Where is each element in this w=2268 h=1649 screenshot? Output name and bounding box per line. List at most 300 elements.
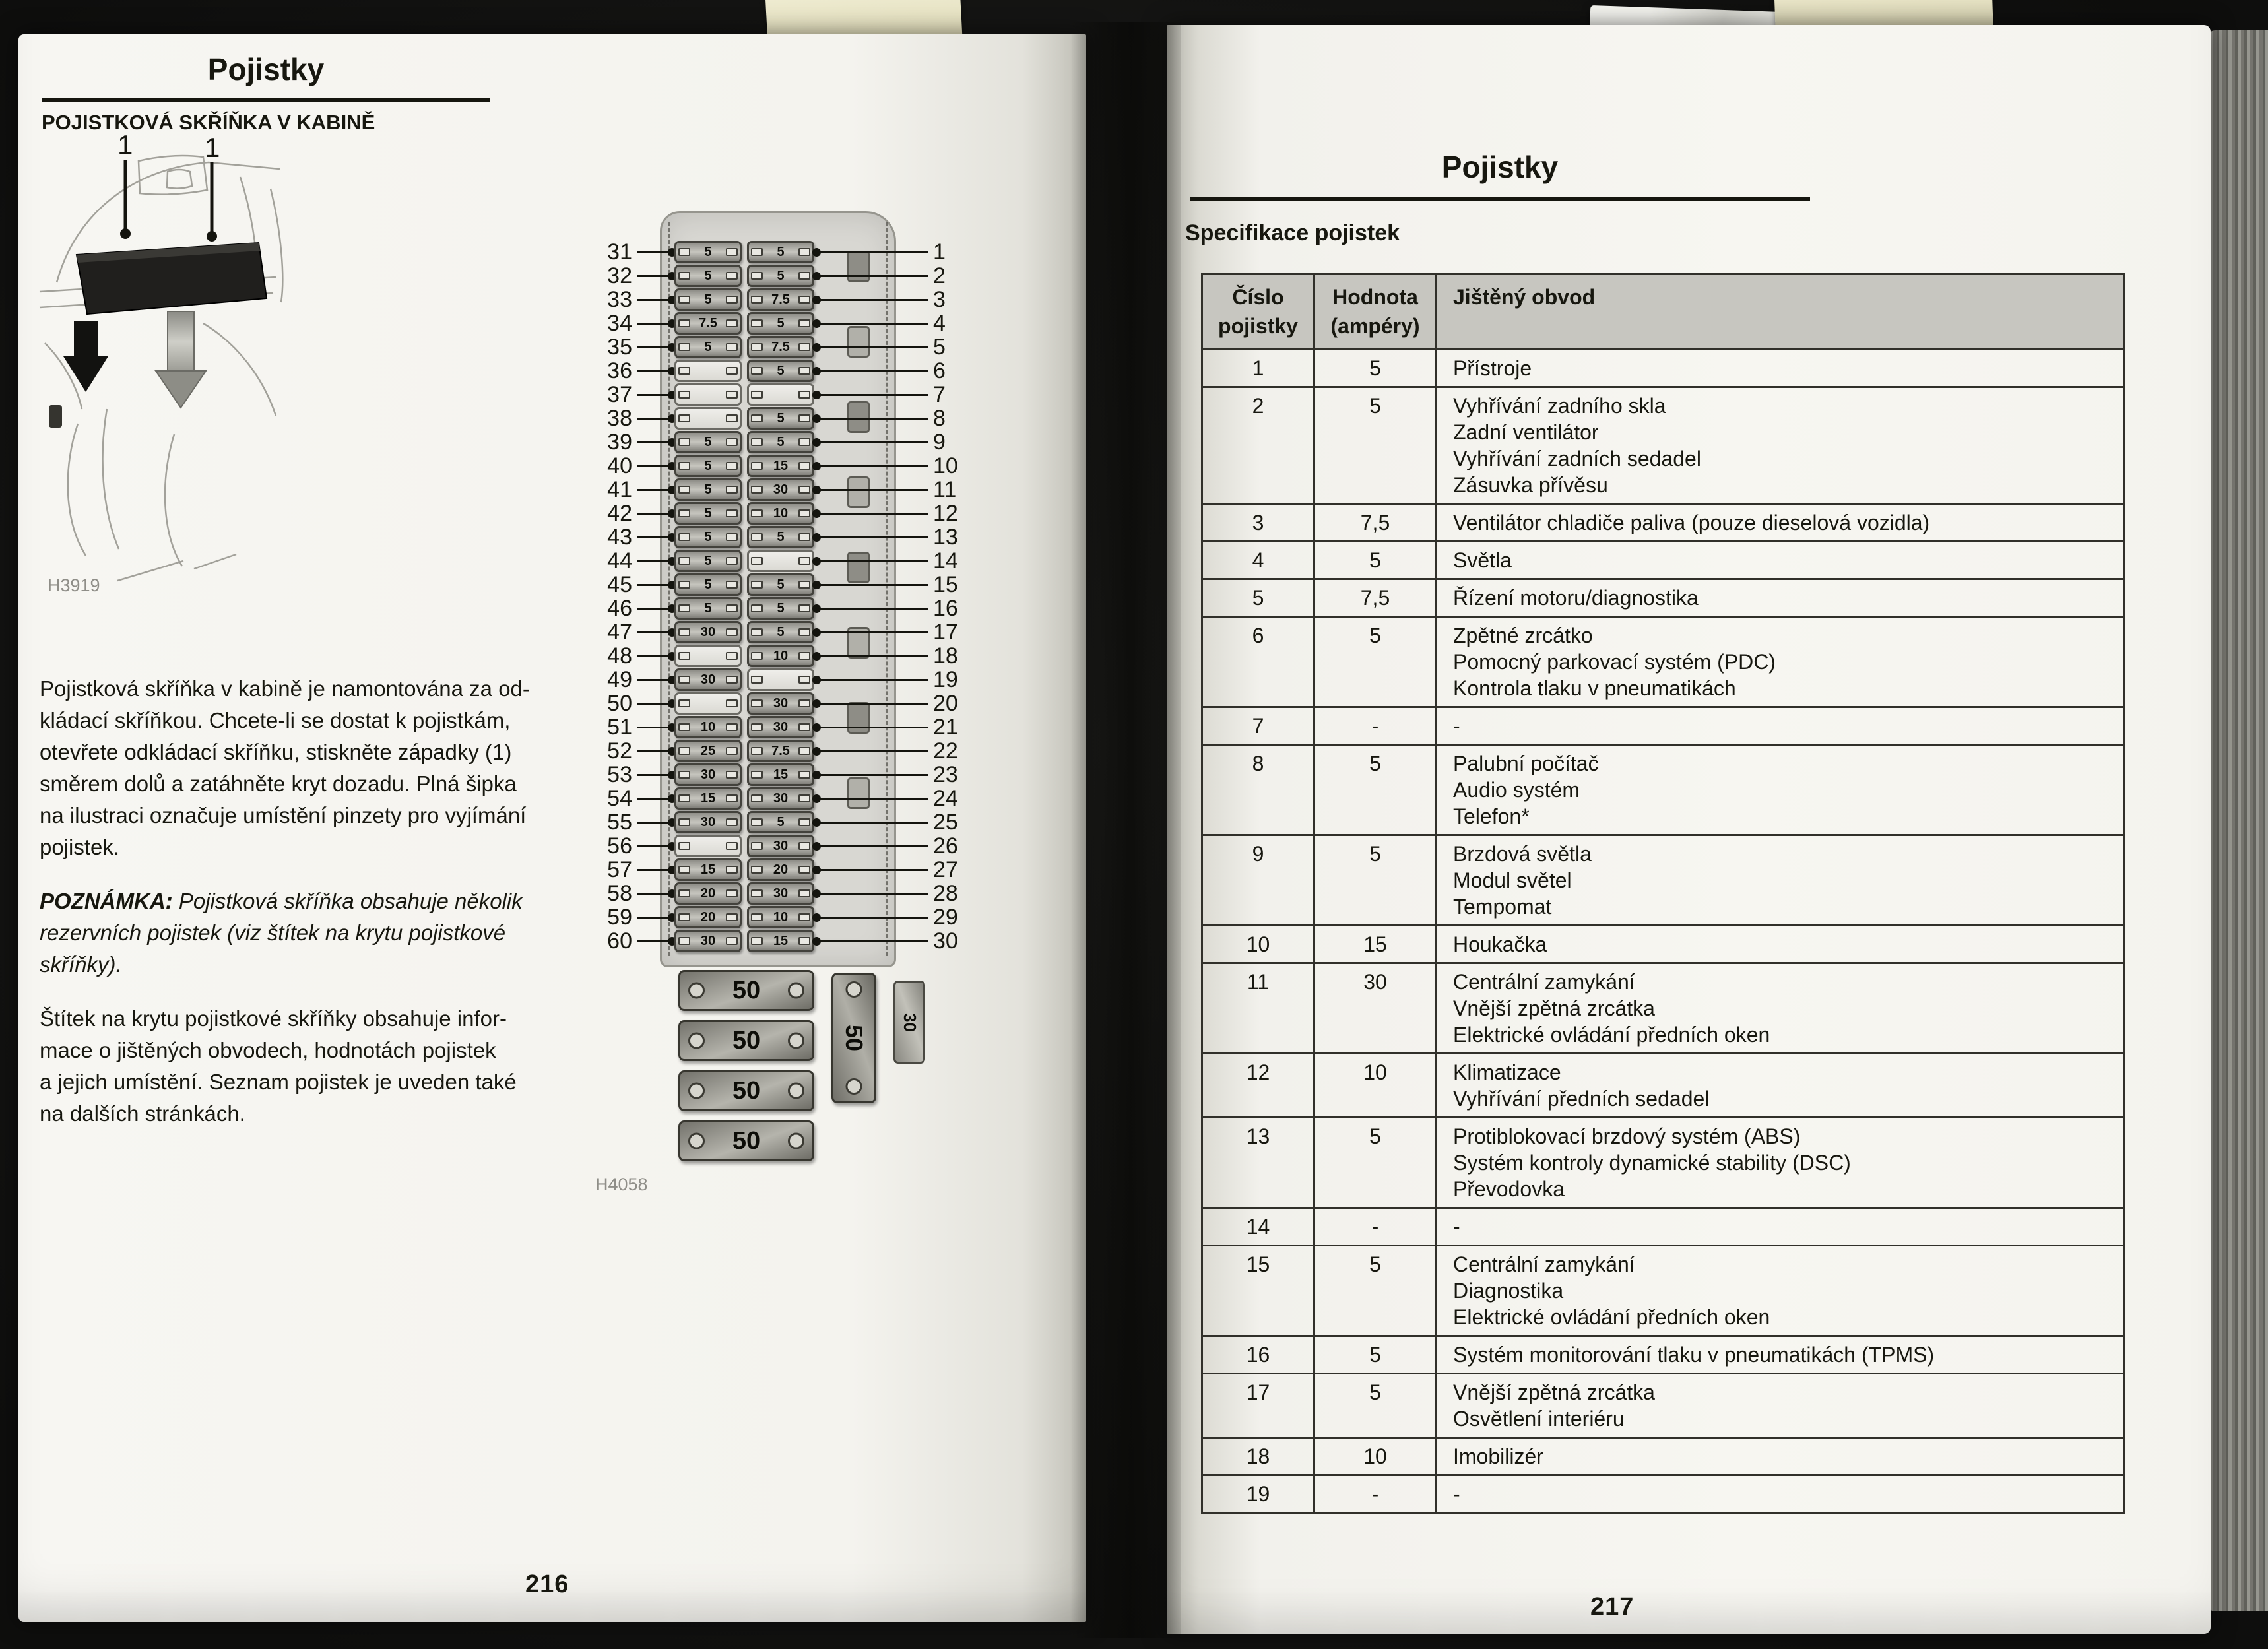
fuse: [674, 787, 742, 810]
circuit-cell: [1437, 926, 2124, 963]
fuse-callout-number: 13: [933, 524, 958, 550]
fuse: [674, 930, 742, 952]
circuit-cell: [1437, 504, 2124, 542]
fuse-callout-number: 32: [607, 263, 632, 288]
fuse: [747, 740, 814, 762]
fuse-callout-number: 42: [607, 500, 632, 526]
fuse-rows: [594, 203, 967, 953]
circuit-line: Systém kontroly dynamické stability (DSC): [1453, 1151, 1851, 1175]
circuit-line: Přístroje: [1453, 356, 1532, 380]
callout-line: [637, 513, 673, 515]
callout-line: [637, 750, 673, 752]
circuit-cell: [1437, 579, 2124, 617]
fuse-value: 30: [773, 482, 789, 497]
fuse: [674, 336, 742, 358]
table-row: [1202, 707, 2124, 745]
strap-arrow-icon: [156, 371, 206, 408]
fuse-row: [594, 620, 967, 644]
fuse-callout-number: 11: [933, 476, 957, 502]
circuit-line: Elektrické ovládání předních oken: [1453, 1305, 1770, 1329]
amperage-cell: 10: [1314, 1438, 1437, 1475]
fuse-row: [594, 549, 967, 573]
paragraph-line: na dalších stránkách.: [40, 1101, 245, 1126]
circuit-line: Zadní ventilátor: [1453, 420, 1599, 444]
maxi-fuse-section: [594, 970, 967, 1161]
fuse-value: 5: [704, 244, 712, 259]
callout-line: [816, 251, 928, 253]
fuse-value: 20: [700, 886, 716, 901]
fuse-value: 15: [773, 458, 789, 473]
callout-line: [637, 917, 673, 919]
circuit-cell: [1437, 707, 2124, 745]
fuse: [674, 763, 742, 786]
circuit-cell: [1437, 1336, 2124, 1374]
maxi-fuse-vertical: [831, 973, 876, 1103]
fuse-number-cell: 15: [1202, 1246, 1314, 1336]
fuse-value: 25: [700, 743, 716, 758]
fuse-callout-number: 49: [607, 666, 632, 692]
fuse-callout-number: 25: [933, 809, 958, 835]
maxi-fuse-value: 50: [732, 1076, 761, 1105]
table-row: [1202, 387, 2124, 504]
fuse-callout-number: 33: [607, 286, 632, 312]
fuse-value: 30: [700, 814, 716, 829]
fuse-row: [594, 478, 967, 501]
fuse-value: 5: [777, 624, 785, 639]
fuse-spec-table: [1201, 273, 2125, 1514]
callout-line: [637, 774, 673, 776]
amperage-cell: 5: [1314, 1374, 1437, 1438]
callout-line: [637, 560, 673, 562]
page-title: Pojistky: [1441, 150, 1559, 184]
circuit-line: Řízení motoru/diagnostika: [1453, 586, 1699, 610]
page-number: 216: [525, 1570, 569, 1598]
amperage-cell: 5: [1314, 835, 1437, 926]
fuse: [747, 645, 814, 667]
fuse-callout-number: 46: [607, 595, 632, 621]
callout-line: [816, 893, 928, 895]
fuse-callout-number: 29: [933, 904, 958, 930]
circuit-cell: [1437, 963, 2124, 1054]
fuse-number-cell: 14: [1202, 1208, 1314, 1246]
header-line: Číslo: [1232, 285, 1284, 309]
fuse: [747, 407, 814, 430]
fuse-empty-slot: [747, 383, 814, 406]
fuse-number-cell: 19: [1202, 1475, 1314, 1513]
fuse-row: [594, 763, 967, 787]
note-line: POZNÁMKA: Pojistková skříňka obsahuje několik: [40, 889, 523, 913]
fuse: [674, 716, 742, 738]
callout-line: [816, 560, 928, 562]
fuse-value: 30: [700, 933, 716, 948]
fuse-value: 5: [704, 529, 712, 544]
latch-detail: [49, 405, 62, 428]
callout-line: [816, 418, 928, 420]
note-line: skříňky).: [40, 952, 122, 977]
note-paragraph: [40, 886, 600, 981]
fuse-callout-number: 1: [933, 239, 946, 265]
fuse-value: 15: [700, 862, 716, 877]
table-row: [1202, 504, 2124, 542]
callout-line: [637, 323, 673, 325]
table-row: [1202, 926, 2124, 963]
fuse-callout-number: 45: [607, 571, 632, 597]
header-line: pojistky: [1218, 314, 1298, 338]
callout-line: [637, 251, 673, 253]
paragraph: [40, 673, 600, 863]
circuit-line: Klimatizace: [1453, 1060, 1561, 1084]
circuit-line: Světla: [1453, 548, 1512, 572]
fuse-row: [594, 905, 967, 929]
fuse-callout-number: 58: [607, 880, 632, 906]
callout-line: [816, 370, 928, 372]
circuit-line: Palubní počítač: [1453, 752, 1599, 775]
amperage-cell: 7,5: [1314, 504, 1437, 542]
fuse-callout-number: 44: [607, 548, 632, 573]
fuse: [747, 288, 814, 311]
fuse-number-cell: 3: [1202, 504, 1314, 542]
fuse-value: 5: [777, 315, 785, 331]
fuse-row: [594, 525, 967, 549]
fuse-value: 10: [773, 648, 789, 663]
glovebox-illustration: [38, 125, 289, 614]
fuse: [747, 241, 814, 263]
callout-line: [637, 727, 673, 728]
fuse: [674, 906, 742, 928]
table-row: [1202, 350, 2124, 387]
fuse: [747, 835, 814, 857]
fuse: [674, 858, 742, 881]
circuit-line: Audio systém: [1453, 778, 1580, 802]
amperage-cell: 5: [1314, 745, 1437, 835]
amperage-cell: 7,5: [1314, 579, 1437, 617]
fuse: [747, 906, 814, 928]
circuit-cell: [1437, 1438, 2124, 1475]
callout-line: [816, 774, 928, 776]
callout-line: [816, 703, 928, 705]
paragraph-line: a jejich umístění. Seznam pojistek je uveden také: [40, 1070, 517, 1094]
fuse-callout-number: 43: [607, 524, 632, 550]
fuse-row: [594, 573, 967, 597]
page-number: 217: [1590, 1593, 1635, 1621]
small-fuse-value: 30: [899, 1012, 920, 1032]
circuit-line: Vyhřívání zadních sedadel: [1453, 447, 1701, 470]
callout-line: [816, 822, 928, 824]
fuse: [747, 336, 814, 358]
callout-line: [816, 631, 928, 633]
callout-line: [637, 893, 673, 895]
callout-line: [637, 631, 673, 633]
callout-line: [637, 703, 673, 705]
fuse-number-cell: 1: [1202, 350, 1314, 387]
fuse-empty-slot: [747, 668, 814, 691]
circuit-cell: [1437, 1208, 2124, 1246]
fuse: [747, 360, 814, 382]
circuit-line: Protiblokovací brzdový systém (ABS): [1453, 1124, 1801, 1148]
amperage-cell: 5: [1314, 542, 1437, 579]
pull-strap: [168, 311, 194, 372]
circuit-cell: [1437, 350, 2124, 387]
callout-line: [637, 536, 673, 538]
fuse-value: 5: [777, 363, 785, 378]
fuse-row: [594, 597, 967, 620]
fuse-value: 5: [704, 339, 712, 354]
down-arrow-icon: [63, 321, 108, 392]
fuse-empty-slot: [674, 383, 742, 406]
callout-line: [637, 275, 673, 277]
fuse-callout-number: 6: [933, 358, 946, 383]
fuse-callout-number: 26: [933, 833, 958, 858]
note-line: rezervních pojistek (viz štítek na krytu pojistkové: [40, 921, 506, 945]
fuse-empty-slot: [674, 645, 742, 667]
fuse: [674, 431, 742, 453]
circuit-cell: [1437, 835, 2124, 926]
small-fuse-vertical: [893, 981, 925, 1064]
fuse-value: 20: [700, 909, 716, 924]
callout-line: [816, 655, 928, 657]
fuse-value: 5: [704, 458, 712, 473]
circuit-line: Diagnostika: [1453, 1279, 1564, 1303]
fuse: [674, 502, 742, 525]
fuse-value: 5: [777, 577, 785, 592]
table-header-row: [1202, 274, 2124, 350]
header-line: Hodnota: [1332, 285, 1418, 309]
fuse-callout-number: 10: [933, 453, 958, 478]
fuse-value: 7.5: [771, 743, 790, 758]
page-edge-stack: [2207, 30, 2268, 1611]
fuse-callout-number: 18: [933, 643, 958, 668]
table-row: [1202, 1246, 2124, 1336]
fuse-value: 5: [704, 553, 712, 568]
paragraph-line: otevřete odkládací skříňku, stiskněte západky (1): [40, 740, 512, 764]
fuse-row: [594, 240, 967, 264]
fuse: [674, 312, 742, 335]
fuse-callout-number: 30: [933, 928, 958, 954]
amperage-cell: 5: [1314, 1118, 1437, 1208]
circuit-line: -: [1453, 1482, 1460, 1506]
fuse-row: [594, 929, 967, 953]
fuse-empty-slot: [674, 407, 742, 430]
fuse-value: 7.5: [771, 339, 790, 354]
fuse: [747, 882, 814, 905]
fuse-callout-number: 23: [933, 761, 958, 787]
page-left: [18, 34, 1086, 1622]
callout-line: [816, 845, 928, 847]
fuse-callout-number: 59: [607, 904, 632, 930]
amperage-cell: -: [1314, 1208, 1437, 1246]
callout-line: [637, 346, 673, 348]
maxi-fuse-value: 50: [732, 976, 761, 1004]
fuse-empty-slot: [674, 835, 742, 857]
table-row: [1202, 1374, 2124, 1438]
circuit-line: Brzdová světla: [1453, 842, 1592, 866]
amperage-cell: -: [1314, 707, 1437, 745]
fuse-callout-number: 60: [607, 928, 632, 954]
fuse: [747, 811, 814, 833]
fuse-value: 30: [773, 886, 789, 901]
paragraph-line: na ilustraci označuje umístění pinzety pro vyjímání: [40, 803, 527, 827]
callout-line: [637, 822, 673, 824]
maxi-fuse-value: 50: [732, 1026, 761, 1054]
maxi-fuse: [678, 1070, 814, 1111]
fuse-callout-number: 35: [607, 334, 632, 360]
fuse-callout-number: 17: [933, 619, 958, 645]
fuse-number-cell: 13: [1202, 1118, 1314, 1208]
circuit-line: Vyhřívání zadního skla: [1453, 394, 1666, 418]
callout-line: [816, 275, 928, 277]
circuit-line: -: [1453, 1215, 1460, 1239]
paragraph-line: mace o jištěných obvodech, hodnotách pojistek: [40, 1038, 496, 1062]
fuse-empty-slot: [674, 692, 742, 715]
callout-line: [816, 798, 928, 800]
maxi-fuse: [678, 970, 814, 1011]
circuit-line: Modul světel: [1453, 868, 1572, 892]
fuse-callout-number: 14: [933, 548, 958, 573]
section-heading: Specifikace pojistek: [1185, 220, 1400, 245]
callout-line: [816, 869, 928, 871]
fuse-number-cell: 10: [1202, 926, 1314, 963]
fuse-value: 5: [704, 268, 712, 283]
paragraph-line: Pojistková skříňka v kabině je namontována za od-: [40, 676, 530, 701]
fuse-callout-number: 16: [933, 595, 958, 621]
circuit-cell: [1437, 1475, 2124, 1513]
table-row: [1202, 1336, 2124, 1374]
fuse-value: 30: [773, 719, 789, 734]
circuit-line: Elektrické ovládání předních oken: [1453, 1023, 1770, 1047]
circuit-line: Tempomat: [1453, 895, 1552, 919]
amperage-cell: -: [1314, 1475, 1437, 1513]
page-title: Pojistky: [207, 52, 325, 86]
fuse-row: [594, 882, 967, 905]
fuse: [747, 763, 814, 786]
fuse-callout-number: 55: [607, 809, 632, 835]
circuit-cell: [1437, 1118, 2124, 1208]
fuse-value: 5: [704, 292, 712, 307]
paragraph-line: kládací skříňkou. Chcete-li se dostat k pojistkám,: [40, 708, 511, 732]
fuse-value: 5: [777, 434, 785, 449]
circuit-line: Ventilátor chladiče paliva (pouze dieselová vozidla): [1453, 511, 1930, 534]
fuse-value: 15: [773, 767, 789, 782]
callout-line: [637, 679, 673, 681]
fuse-callout-number: 27: [933, 857, 958, 882]
callout-line: [637, 370, 673, 372]
circuit-line: Systém monitorování tlaku v pneumatikách (TPMS): [1453, 1343, 1935, 1367]
fuse: [674, 621, 742, 643]
fuse: [747, 597, 814, 620]
fuse: [747, 787, 814, 810]
figure-code: H3919: [48, 575, 100, 595]
maxi-fuse-value: 50: [840, 1024, 868, 1052]
fuse-callout-number: 37: [607, 381, 632, 407]
table-row: [1202, 1475, 2124, 1513]
circuit-line: Převodovka: [1453, 1177, 1565, 1201]
fuse-number-cell: 4: [1202, 542, 1314, 579]
callout-line: [816, 441, 928, 443]
fuse: [747, 431, 814, 453]
body-text: [40, 673, 600, 1152]
circuit-line: Imobilizér: [1453, 1444, 1543, 1468]
title-rule: [42, 98, 490, 102]
fuse-value: 20: [773, 862, 789, 877]
callout-line: [637, 299, 673, 301]
amperage-cell: 15: [1314, 926, 1437, 963]
fuse: [674, 550, 742, 572]
fuse: [674, 455, 742, 477]
maxi-fuse-stack: [678, 970, 814, 1161]
fuse-number-cell: 5: [1202, 579, 1314, 617]
callout-line: [816, 679, 928, 681]
fuse: [747, 312, 814, 335]
fuse-row: [594, 501, 967, 525]
fuse-row: [594, 787, 967, 810]
fuse-row: [594, 288, 967, 311]
fuse: [674, 265, 742, 287]
fuse-row: [594, 739, 967, 763]
fuse-callout-number: 20: [933, 690, 958, 716]
callout-line: [637, 798, 673, 800]
column-header-amperage: [1314, 274, 1437, 350]
circuit-cell: [1437, 387, 2124, 504]
fuse-callout-number: 19: [933, 666, 958, 692]
table-row: [1202, 1054, 2124, 1118]
fuse-value: 5: [704, 600, 712, 616]
fuse-value: 10: [773, 909, 789, 924]
column-header-circuit: Jištěný obvod: [1437, 274, 2124, 350]
fuse-callout-number: 53: [607, 761, 632, 787]
callout-line: [816, 536, 928, 538]
fuse-callout-number: 40: [607, 453, 632, 478]
fuse-row: [594, 858, 967, 882]
fuse-row: [594, 454, 967, 478]
fuse-value: 30: [700, 767, 716, 782]
fuse-empty-slot: [674, 360, 742, 382]
paragraph-line: směrem dolů a zatáhněte kryt dozadu. Plná šipka: [40, 771, 517, 796]
amperage-cell: 10: [1314, 1054, 1437, 1118]
fuse-callout-number: 54: [607, 785, 632, 811]
callout-line: [816, 940, 928, 942]
fuse-callout-number: 56: [607, 833, 632, 858]
callout-line: [637, 489, 673, 491]
fuse-callout-number: 31: [607, 239, 632, 265]
fuse-callout-number: 9: [933, 429, 946, 455]
circuit-line: Pomocný parkovací systém (PDC): [1453, 650, 1776, 674]
amperage-cell: 30: [1314, 963, 1437, 1054]
circuit-line: Zpětné zrcátko: [1453, 624, 1593, 647]
circuit-cell: [1437, 1246, 2124, 1336]
fuse: [747, 716, 814, 738]
circuit-cell: [1437, 1054, 2124, 1118]
fuse: [674, 573, 742, 596]
fuse-value: 5: [777, 814, 785, 829]
fuse-callout-number: 36: [607, 358, 632, 383]
fuse-empty-slot: [747, 550, 814, 572]
fuse-callout-number: 7: [933, 381, 946, 407]
fuse-value: 30: [700, 672, 716, 687]
fuse-row: [594, 311, 967, 335]
circuit-cell: [1437, 745, 2124, 835]
fuse-callout-number: 38: [607, 405, 632, 431]
fuse-value: 30: [700, 624, 716, 639]
callout-line: [637, 394, 673, 396]
table-row: [1202, 835, 2124, 926]
fuse: [747, 692, 814, 715]
fuse: [674, 526, 742, 548]
callout-line: [816, 394, 928, 396]
circuit-line: Zásuvka přívěsu: [1453, 473, 1608, 497]
fuse-callout-number: 48: [607, 643, 632, 668]
callout-line: [816, 584, 928, 586]
fuse-number-cell: 18: [1202, 1438, 1314, 1475]
